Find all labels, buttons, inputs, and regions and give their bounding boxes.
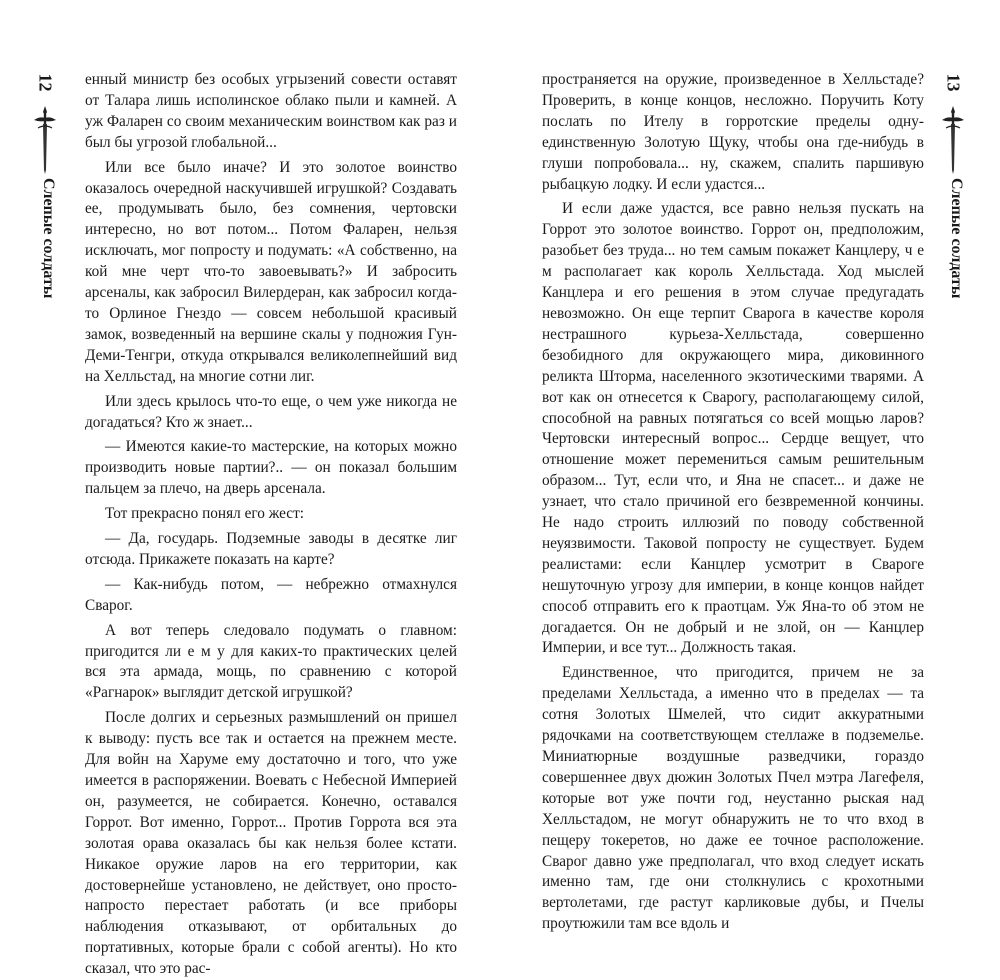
paragraph: Или здесь крылось что-то еще, о чем уже никогда не догадаться? Кто ж знает... [85, 392, 457, 431]
right-page-text [542, 70, 924, 935]
paragraph: Тот прекрасно понял его жест: [105, 505, 305, 523]
paragraph: — Имеются какие-то мастерские, на которых можно производить новые партии?.. — он показал большим пальцем за плечо, на дверь арсенала. [85, 438, 457, 498]
paragraph: Единственное, что пригодится, причем не за пределами Хелльстада, а именно что в пределах — та сотня Золотых Шмелей, что сидит аккуратными рядочками на соответствующем стеллаже в подземелье. Миниатюрные воздушные разведчики, гораздо совершеннее двух дюжин Золотых Пчел мэтра Лагефеля, которые вот уже почти год, неустанно рыская над Хелльстадом, не могут обнаружить не то что вход в пещеру токеретов, но даже ее точное расположение. Сварог давно уже предполагал, что вход следует искать именно там, где они столкнулись с крохотными вертолетами, где растут карликовые дубы, и Пчелы проутюжили там все вдоль и [542, 664, 924, 933]
sword-ornament-icon [32, 104, 58, 176]
sword-ornament-icon [940, 104, 966, 176]
paragraph: А вот теперь следовало подумать о главном: пригодится ли е м у для каких-то практических целей вся эта армада, мощь, по сравнению с которой «Рагнарок» выглядит детской игрушкой? [85, 621, 457, 702]
paragraph: енный министр без особых угрызений совести оставят от Талара лишь исполинское облако пыли и камней. А уж Фаларен со своим механическим воинством как раз и был бы угрозой глобальной... [85, 71, 457, 151]
paragraph: — Как-нибудь потом, — небрежно отмахнулся Сварог. [85, 575, 457, 614]
paragraph: После долгих и серьезных размышлений он пришел к выводу: пусть все так и остается на прежнем месте. Для войн на Харуме ему достаточно и того, что уже имеется в распоряжении. Воевать с Небесной Империей он, разумеется, не собирается. Конечно, оставался Горрот. Вот именно, Горрот... Против Горрота вся эта золотая орава оказалась бы как нельзя более кстати. Никакое оружие ларов на его территории, как достовернейше установлено, не действует, оно просто-напросто перестает работать (и все приборы наблюдения отказывают, от орбитальных до портативных, которые брали с собой агенты). Но кто сказал, что это рас- [85, 709, 457, 978]
right-page-number: 13 [943, 73, 964, 92]
right-running-head: Слепые солдаты [948, 178, 965, 299]
left-running-head: Слепые солдаты [40, 178, 57, 299]
left-page [0, 0, 500, 978]
paragraph: Или все было иначе? И это золотое воинство оказалось очередной наскучившей игрушкой? Создавать ее, продумывать было, без сомнения, чертовски интересно, но вот потом... Потом Фаларен, нельзя исключать, мог попросту и подумать: «А собственно, на кой мне черт что-то завоевывать?» И забросить арсеналы, как забросил Вилердеран, как забросил когда-то Орлиное Гнездо — совсем небольшой красивый замок, возведенный на вершине скалы у подножия Гун-Деми-Тенгри, откуда открывался великолепнейший вид на Хелльстад, на многие сотни лиг. [85, 158, 457, 385]
left-page-number: 12 [35, 73, 56, 92]
paragraph: — Да, государь. Подземные заводы в десятке лиг отсюда. Прикажете показать на карте? [85, 530, 457, 568]
right-page [500, 0, 1000, 933]
paragraph: И если даже удастся, все равно нельзя пускать на Горрот это золотое воинство. Горрот он, предположим, разобьет без труда... но тем самым покажет Канцлеру, ч е м располагает как король Хелльстада. Ход мыслей Канцлера и его решения в этом случае предугадать невозможно. Он еще терпит Сварога в качестве короля нестрашного курьеза-Хелльстада, совершенно безобидного для окружающего мира, диковинного реликта Шторма, населенного экзотическими тварями. А вот как он отнесется к Сварогу, располагающему силой, способной на равных потягаться со всей мощью ларов? Чертовски интересный вопрос... Сердце вещует, что отношение может перемениться самым решительным образом... Тут, если что, и Яна не спасет... и даже не узнает, что стало причиной его безвременной кончины. Не надо строить иллюзий по поводу собственной неуязвимости. Таковой попросту не существует. Будем реалистами: если Канцлер усмотрит в Свароге нешуточную угрозу для империи, в конце концов найдет способ отправить его к праотцам. Уж Яна-то об этом не догадается. Он не добрый и не злой, он — Канцлер Империи, и все тут... Должность такая. [542, 200, 924, 657]
paragraph: пространяется на оружие, произведенное в Хелльстаде? Проверить, в конце концов, несложно. Поручить Коту послать по Ителу в горротские пределы одну-единственную Золотую Щуку, чтобы она где-нибудь в глуши попробовала... ну, скажем, спалить паршивую рыбацкую лодку. И если удастся... [542, 71, 924, 193]
left-page-text [85, 70, 457, 980]
